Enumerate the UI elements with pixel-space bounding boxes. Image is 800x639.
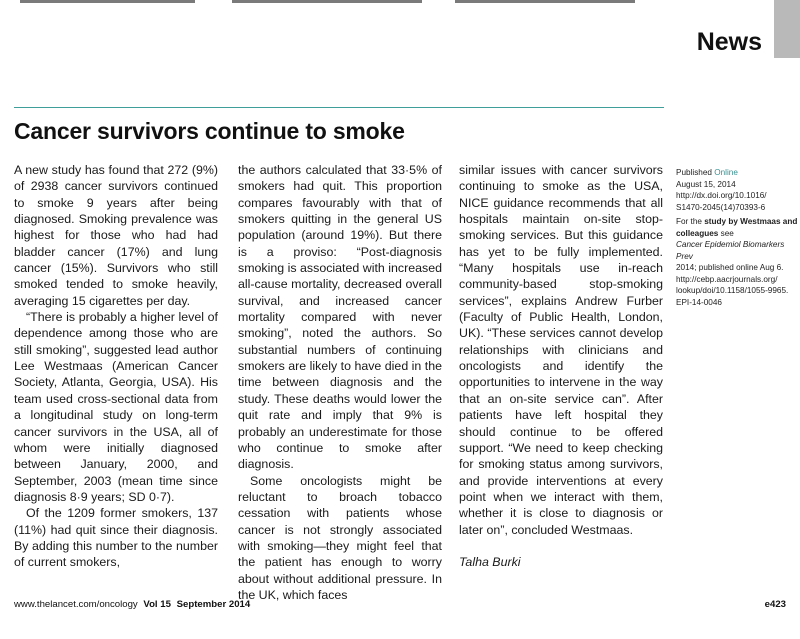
published-info (676, 167, 798, 213)
author-signature: Talha Burki (459, 554, 521, 569)
page-number: e423 (764, 599, 786, 610)
published-online-label: Online (714, 168, 738, 177)
column-1-paragraph-1: A new study has found that 272 (9%) of 2938 cancer survivors continued to smoke 9 years after being diagnosed. Smoking prevalence was highest for those who had had bladder cancer (17%) and lung cancer (15%). Survivors who still smoked tended to smoke heavily, averaging 15 cigarettes per day. (14, 163, 218, 308)
column-3-paragraph-1: similar issues with cancer survivors continuing to smoke as the USA, NICE guidance recommends that all hospitals maintain on-site stop-smoking services. But this guidance has yet to be fully implemented. “Many hospitals use in-reach community-based stop-smoking services”, explains Andrew Furber (Faculty of Public Health, London, UK). “These services cannot develop relationships with clinicians and oncologists and identify the opportunities to intervene in the way that an on-site service can”. After patients have left hospital they should continue to be offered support. “We need to keep checking for smoking status among survivors, and provide interventions at every point when we interact with them, whether it is close to diagnosis or later on”, concluded Westmaas. (459, 163, 663, 537)
study-reference (676, 216, 798, 308)
journal-name: Cancer Epidemiol Biomarkers Prev (676, 240, 785, 261)
study-name: study by Westmaas and colleagues (676, 217, 798, 238)
column-2-paragraph-1: the authors calculated that 33·5% of smokers had quit. This proportion compares favourably with that of smokers quitting in the general US population (around 19%). But there is a proviso: “Post-diagnosis smoking is associated with increased all-cause mortality, decreased overall survival, and increased cancer mortality compared with never smoking”, noted the authors. So substantial numbers of continuing smokers are likely to have died in the time between diagnosis and the study. These deaths would lower the quit rate and imply that 9% is probably an underestimate for those who continue to smoke after diagnosis. (238, 163, 442, 472)
doi-link-line-2[interactable]: S1470-2045(14)70393-6 (676, 202, 766, 212)
section-label: News (696, 28, 762, 56)
study-suffix: see (718, 228, 734, 238)
published-date: August 15, 2014 (676, 179, 736, 189)
article-sidebar (676, 167, 798, 311)
footer-date: September 2014 (176, 599, 251, 610)
study-url-line-3[interactable]: EPI-14-0046 (676, 297, 722, 307)
section-tab-marker (774, 0, 800, 58)
doi-link-line-1[interactable]: http://dx.doi.org/10.1016/ (676, 191, 767, 200)
article-column-2 (238, 162, 442, 603)
study-url-line-1[interactable]: http://cebp.aacrjournals.org/ (676, 274, 778, 284)
column-1-paragraph-3: Of the 1209 former smokers, 137 (11%) had quit since their diagnosis. By adding this number to the number of current smokers, (14, 506, 218, 570)
article-column-1 (14, 162, 218, 571)
footer-site-link[interactable]: www.thelancet.com/oncology (14, 599, 138, 610)
study-url-line-2[interactable]: lookup/doi/10.1158/1055-9965. (676, 286, 789, 295)
footer-volume: Vol 15 (143, 599, 171, 610)
published-prefix: Published (676, 168, 715, 177)
column-2-paragraph-2: Some oncologists might be reluctant to broach tobacco cessation with patients whose cancer is not strongly associated with smoking—they might feel that the patient has enough to worry about without additional pressure. In the UK, which faces (238, 473, 442, 602)
headline-divider (14, 107, 664, 108)
column-1-paragraph-2: “There is probably a higher level of dependence among those who are still smoking”, suggested lead author Lee Westmaas (American Cancer Society, Atlanta, Georgia, USA). His team used cross-sectional data from a longitudinal study on long-term cancer survivors in the USA, all of whom were initially diagnosed between January, 2000, and September, 2003 (mean time since diagnosis 8·9 years; SD 0·7). (14, 310, 218, 504)
study-prefix: For the (676, 217, 705, 226)
article-headline: Cancer survivors continue to smoke (14, 118, 405, 144)
journal-detail: 2014; published online Aug 6. (676, 263, 784, 272)
page-footer (14, 599, 786, 613)
top-cropped-text-strip (0, 0, 800, 6)
article-column-3 (459, 162, 663, 570)
